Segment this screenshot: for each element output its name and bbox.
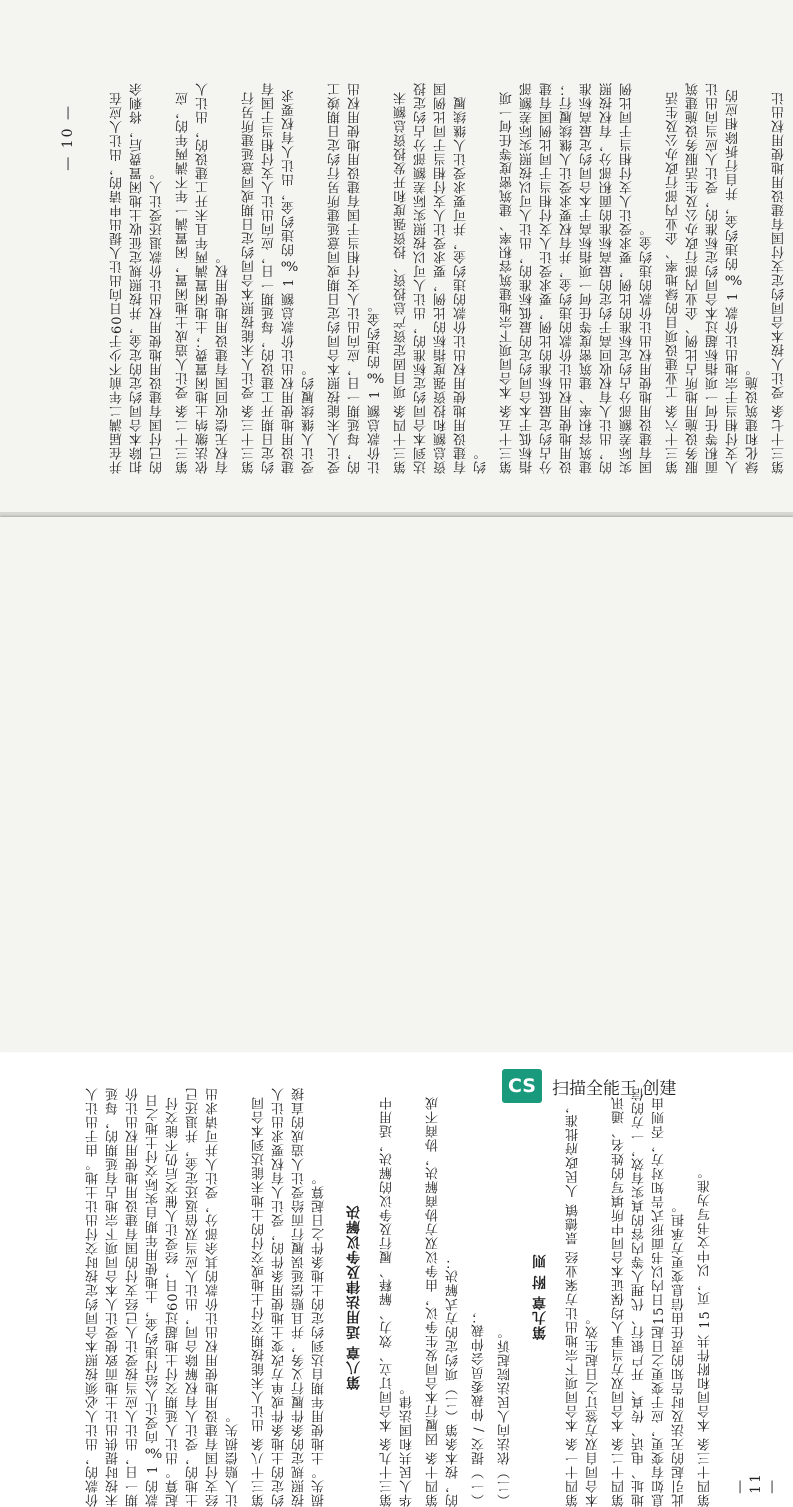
paragraph: 第四十一条 本合同项下宗地出让方案业经 景德镇 人民政府批准，本合同自双方签订之日起生效。 [566, 1099, 601, 1507]
paragraph: 第三十九条 本合同订立、效力、解释、履行及争议的解决，适用中华人民共和国法律。 [380, 1095, 415, 1507]
page-text-body [108, 82, 787, 474]
paragraph: 第三十七条 受让人按本合同约定支付国有建设用地使用权出让 [772, 90, 787, 474]
page-number: — 11 — [732, 1471, 780, 1494]
paragraph: 第四十三条 本合同和附件共 15 页，以中文书写为准。 [698, 1165, 713, 1507]
paragraph: 第三十八条 出让人未能按期交付土地或交付的土地未能达到本合同约定的土地条件或单方改变土地使用条件的，受让人有权要求出让人按照规定的条件履行义务，并且赔偿延误履行而给受让人造成的直接损失。土地使用年期自达到约定的土地条件之日起算。 [252, 1087, 327, 1507]
camscanner-logo-icon: CS [502, 1069, 542, 1103]
paragraph: 第三十六条 工业建设项目的绿地率、企业内部行政办公及生活服务设施用地所占比例、企业内部行政办公及生活服务设施建筑面积等任何一项指标超过本合同约定标准的，受让人应当向出让人支付相当于宗地出让价款 1 ‰的违约金，并自行拆除相应的绿化和建筑设施。 [666, 82, 761, 474]
paragraph: 第四十二条 本合同双方当事人均保证本合同中所填写的姓名、通讯地址、电话、传真、开户银行、代理人等内容的真实有效，一方的信息如有变更，应于变更之日起15日内以书面形式告知对方，否则由此引起的无法及时告知的责任由信息变更方承担。 [612, 1087, 687, 1507]
page-text-body [84, 1087, 730, 1507]
document-page-top [0, 0, 793, 512]
paragraph: （二）依法向人民法院起诉。 [498, 1325, 513, 1507]
scanner-watermark [502, 1069, 676, 1103]
paragraph: 第三十四条 项目固定资产总投资、投资强度和开发投资总额未达到本合同约定标准的，出让人可以按照实际差额部分占约定投资总额和投资强度指标的比例，要求受让人支付相当于同比例国有建设用地使用权出让价款的违约金，并可要求受让人继续履约。 [394, 82, 489, 474]
chapter-heading: 第八章 适用法律及争议解决 [346, 1204, 362, 1390]
paragraph: 受让人未能按照本合同约定日期或同意延建所另行约定日期竣工的，每延期一日，应向出让人支付相当于国有建设用地使用权出让价款总额 1 ‰的违约金。 [328, 82, 383, 474]
chapter-heading: 第九章 附 则 [532, 1253, 548, 1341]
paragraph: 价款的，出让人必须按照本合同约定按时交付出让土地。由于出让人未按时提供出让土地而致使受让人本合同项下宗地占有延期的，每延期一日，出让人应当按受让人已经支付的国有建设用地使用权出让价款的 1 ‰向受让人给付违约金，土地使用年期自实际交付土地之日起算。出让人延期交付土地超过60日，经受让人催交后仍不能交付土地的，受让人有权解除合同，出让人应当双倍返还定金，并退还已经支付国有建设用地使用权出让价款的其余部分，受让人并可请求出让人赔偿损失。 [86, 1087, 241, 1507]
paragraph: 第三十二条 受让人造成土地闲置，闲置满一年不满两年的，应依法缴纳土地闲置费；土地闲置满两年且未开工建设的，出让人有权无偿收回国有建设用地使用权。 [176, 82, 231, 474]
page-number: — 10 — [60, 104, 76, 171]
paragraph: 第四十条 因履行本合同发生争议，由争议双方协商解决，协商不成的，按本条第（二）项约定的方式解决： [426, 1095, 461, 1507]
paragraph: （一）提交 / 仲裁委员会仲裁； [472, 1309, 487, 1507]
watermark-label: 扫描全能王 创建 [552, 1078, 677, 1099]
paragraph: 并在届满二年前不少于60日向出让人提出申请的，出让人应在扣除本合同约定的定金，并按照规定征收土地闲置费后，将剩余的已付国有建设用地使用权出让价款退还受让人。 [110, 82, 165, 474]
paragraph: 第三十三条 受让人未能按照本合同约定日期或同意延建所另行约定日期开工建设的，每延期一日，应向出让人支付相当于国有建设用地使用权出让价款总额 1 ‰的违约金，出让人有权要求受让人继续履约。 [242, 82, 317, 474]
paragraph: 第三十五条 本合同项下宗地建筑容积率、建筑密度等任何一项指标低于本合同约定的最低标准的，出让人可以按照实际差额部分占约定最低标准的比例，要求受让人支付相当于同比例国有建设用地使用权出让价款的违约金，并有权要求受让人继续履行；建筑容积率、建筑密度等任何一项指标高于本合同约定最高标准的，出让人有权收回高于约定的最高标准的面积部分，有权按照实际差额部分占约定标准的比例，要求受让人支付相当于同比例国有建设用地使用权出让价款的违约金。 [500, 82, 655, 474]
